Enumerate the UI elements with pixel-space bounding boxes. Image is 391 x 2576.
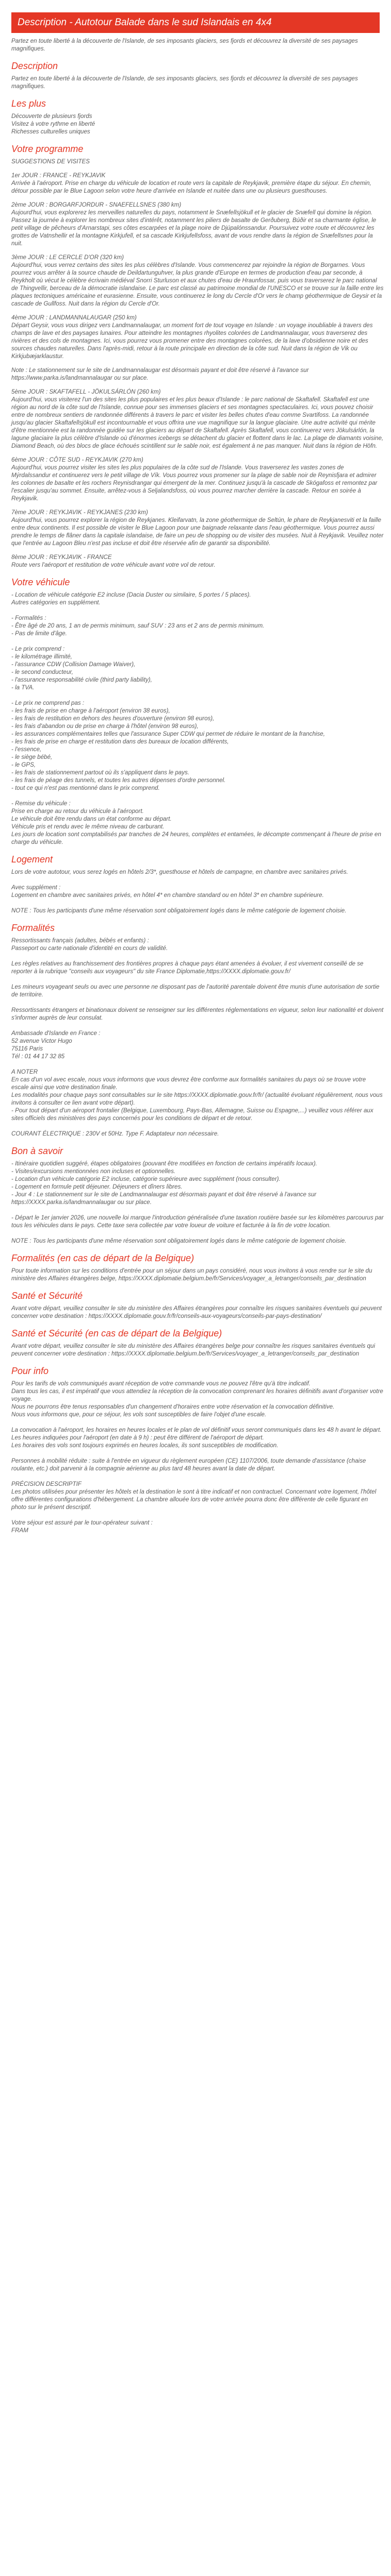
text-line <box>11 1060 384 1068</box>
text-line: - l'essence, <box>11 746 42 753</box>
programme-note <box>8 366 383 382</box>
text-line: 75116 Paris <box>11 1045 43 1052</box>
text-line <box>11 1229 384 1237</box>
text-line: - Être âgé de 20 ans, 1 an de permis minimum, sauf SUV : 23 ans et 2 ans de permis minimum. <box>11 622 265 629</box>
text-line: - Logement en formule petit déjeuner. Déjeuners et dîners libres. <box>11 1183 183 1190</box>
text-line <box>11 606 384 614</box>
formalities-heading: Formalités <box>11 923 55 933</box>
day-title: 8ème JOUR : REYKJAVIK - FRANCE <box>11 554 112 561</box>
text-line: - Itinéraire quotidien suggéré, étapes obligatoires (pouvant être modifiées en fonction de certains impératifs locaux). <box>11 1160 317 1167</box>
budget-section <box>8 1160 383 1245</box>
text-line: Avant votre départ, veuillez consulter le site du ministère des Affaires étrangères pour connaître les risques sanitaires éventuels qui peuvent concerner votre destination : https://XXXX.diplomatie.gouv.fr/fr/conseils-aux-voyageurs/conseils-par-pays-destination/ <box>11 1305 382 1319</box>
plus-item: Visitez à votre rythme en liberté <box>11 121 95 127</box>
budget-heading: Bon à savoir <box>11 1146 63 1156</box>
text-line: 52 avenue Victor Hugo <box>11 1038 72 1044</box>
text-line: - Formalités : <box>11 615 46 621</box>
text-line <box>11 691 384 699</box>
text-line <box>11 1206 384 1214</box>
vehicle-section <box>8 591 383 846</box>
text-line: - Location d'un véhicule catégorie E2 incluse, catégorie supérieure avec supplément (nous consulter). <box>11 1176 281 1182</box>
vehicle-heading: Votre véhicule <box>11 577 70 587</box>
text-line: - les frais de stationnement partout où ils s'appliquent dans le pays. <box>11 769 190 776</box>
programme-day <box>8 553 383 569</box>
day-title: 1er JOUR : FRANCE - REYKJAVIK <box>11 172 106 179</box>
text-line: Autres catégories en supplément. <box>11 599 101 606</box>
health-heading: Santé et Sécurité <box>11 1291 83 1301</box>
day-text: Aujourd'hui, vous explorerez les merveilles naturelles du pays, notamment le Snæfellsjökull et le glacier de Snæfell qui domine la région. Passez la journée à explorer les nombreux sites d'intérêt, notamment les piliers de basalte de Gerðuberg, Búðir et sa charmante église, le petit village de pêcheurs d'Arnarstapi, ses côtes escarpées et la plage noire de Djúpalónssandur. Poursuivez votre route et découvrez les grottes de Vatnshellir et la montagne Kirkjufell, et sa cascade Kirkjufellsfoss, avant de vous rendre dans la région de Snæfellsnes pour la nuit. <box>11 209 377 247</box>
text-line: - Départ le 1er janvier 2026, une nouvelle loi marque l'introduction généralisée d'une taxation routière basée sur les kilomètres parcourus par tous les véhicules dans le pays. Cette taxe sera collectée par votre loueur de voiture et facturée à la fin de votre location. <box>11 1214 384 1229</box>
health-belgium-section <box>8 1342 383 1358</box>
text-line: PRÉCISION DESCRIPTIF <box>11 1481 82 1487</box>
text-line <box>11 1449 384 1457</box>
text-line: - Le prix comprend : <box>11 646 65 652</box>
text-line <box>11 975 384 983</box>
text-line: - l'assurance responsabilité civile (third party liability), <box>11 676 152 683</box>
text-line: FRAM <box>11 1527 28 1534</box>
day-title: 6ème JOUR : CÔTE SUD - REYKJAVIK (270 km) <box>11 456 143 463</box>
lodging-section <box>8 868 383 914</box>
text-line: Le véhicule doit être rendu dans un état conforme au départ. <box>11 816 172 822</box>
intro-text: Partez en toute liberté à la découverte de l'Islande, de ses imposants glaciers, ses fjords et découvrez la diversité de ses paysages magnifiques. <box>11 38 358 52</box>
text-line: Ressortissants français (adultes, bébés et enfants) : <box>11 937 149 944</box>
text-line: Pour toute information sur les conditions d'entrée pour un séjour dans un pays considéré, nous vous invitons à vous rendre sur le site du ministère des Affaires étrangères belge, https://XXXX.diplomatie.belgium.be/fr/Services/voyager_a_letranger/conseils_par_destination <box>11 1267 372 1282</box>
text-line: Passeport ou carte nationale d'identité en cours de validité. <box>11 945 168 952</box>
text-line: - le kilométrage illimité, <box>11 653 72 660</box>
page-title: Description - Autotour Balade dans le sud Islandais en 4x4 <box>18 17 272 28</box>
text-line: NOTE : Tous les participants d'une même réservation sont obligatoirement logés dans le même catégorie de logement choisie. <box>11 907 347 914</box>
lodging-heading: Logement <box>11 854 53 865</box>
text-line: Lors de votre autotour, vous serez logés en hôtels 2/3*, guesthouse et hôtels de campagne, en chambre avec sanitaires privés. <box>11 869 348 875</box>
programme-day <box>8 456 383 502</box>
page-title-bar <box>11 12 380 33</box>
text-line: - les frais d'abandon ou de prise en charge à l'hôtel (environ 98 euros), <box>11 723 199 730</box>
programme-day <box>8 253 383 308</box>
day-title: 4ème JOUR : LANDMANNALAUGAR (250 km) <box>11 314 137 321</box>
text-line: Nous vous informons que, pour ce séjour, les vols sont susceptibles de faire l'objet d'une escale. <box>11 1411 267 1418</box>
text-line: Pour les tarifs de vols communiqués avant réception de votre commande vous ne pouvez l'être qu'à titre indicatif. <box>11 1380 311 1387</box>
text-line: - le second conducteur, <box>11 669 73 675</box>
plus-item: Richesses culturelles uniques <box>11 128 90 135</box>
day-text: Arrivée à l'aéroport. Prise en charge du véhicule de location et route vers la capitale de Reykjavik, première étape du séjour. En chemin, détour possible par le Blue Lagoon selon votre heure d'arrivée en Islande et nuitée dans une ou plusieurs guesthouses. <box>11 180 371 194</box>
text-line: - les frais de péage des tunnels, et toutes les autres dépenses d'ordre personnel. <box>11 777 226 784</box>
text-line <box>11 637 384 645</box>
programme-heading: Votre programme <box>11 144 84 154</box>
programme-suggestion: SUGGESTIONS DE VISITES <box>11 158 90 165</box>
text-line: Dans tous les cas, il est impératif que vous attendiez la réception de la convocation comprenant les horaires définitifs avant d'organiser votre voyage. <box>11 1388 383 1402</box>
description-text: Partez en toute liberté à la découverte de l'Islande, de ses imposants glaciers, ses fjords et découvrez la diversité de ses paysages magnifiques. <box>11 75 358 90</box>
text-line: - tout ce qui n'est pas mentionné dans le prix comprend. <box>11 785 160 791</box>
day-text: Route vers l'aéroport et restitution de votre véhicule avant votre vol de retour. <box>11 562 216 568</box>
text-line: Avec supplément : <box>11 884 61 891</box>
text-line: Ressortissants étrangers et binationaux doivent se renseigner sur les différentes réglementations en vigueur, selon leur nationalité et doivent s'informer auprès de leur consulat. <box>11 1007 384 1021</box>
text-line <box>11 1122 384 1130</box>
programme-day <box>8 388 383 450</box>
text-line: - l'assurance CDW (Collision Damage Waiver), <box>11 661 136 668</box>
text-line: - Visites/excursions mentionnées non incluses et optionnelles. <box>11 1168 176 1175</box>
text-line: - Location de véhicule catégorie E2 incluse (Dacia Duster ou similaire, 5 portes / 5 places). <box>11 591 251 598</box>
text-line: - Remise du véhicule : <box>11 800 71 807</box>
formalities-section <box>8 937 383 1138</box>
plus-heading: Les plus <box>11 98 46 109</box>
day-text: Aujourd'hui, vous visiterez l'un des sites les plus populaires et les plus beaux d'Islande : le parc national de Skaftafell. Skaftafell est une région au nord de la côte sud de l'Islande, connue pour ses immenses glaciers et ses montagnes spectaculaires. Ici, vous pouvez choisir entre de nombreux sentiers de randonnée différents à travers le parc et visiter les belles chutes d'eau comme Svartifoss. La randonnée jusqu'au glacier Skaftafellsjökull est incontournable et vous offrira une vue magnifique sur la langue glaciaire. Une autre activité qui mérite d'être mentionnée est la randonnée guidée sur les glaciers au départ de Skaftafell. Après Skaftafell, vous continuerez vers Jökulsárlón, la lagune glaciaire la plus célèbre d'Islande où d'énormes icebergs se détachent du glacier et flottent dans le lac. La plage de diamants voisine, Diamond Beach, où des blocs de glace échoués scintillent sur le sable noir, est également à ne pas manquer. Nuit dans la région de Höfn. <box>11 396 384 449</box>
programme-day <box>8 314 383 360</box>
programme-day <box>8 509 383 547</box>
text-line: Prise en charge au retour du véhicule à l'aéroport. <box>11 808 144 815</box>
text-line: Tél : 01 44 17 32 85 <box>11 1053 65 1060</box>
description-heading: Description <box>11 61 58 71</box>
text-line: - les frais de restitution en dehors des heures d'ouverture (environ 98 euros), <box>11 715 215 722</box>
health-section <box>8 1304 383 1320</box>
programme-day <box>8 201 383 247</box>
text-line: A NOTER <box>11 1069 38 1075</box>
text-line: Les modalités pour chaque pays sont consultables sur le site https://XXXX.diplomatie.gouv.fr/fr/ (actualité évoluant régulièrement, nous vous invitons à consulter ce lien avant votre départ). <box>11 1092 383 1106</box>
page <box>0 12 391 2576</box>
text-line <box>11 1511 384 1519</box>
text-line: COURANT ÉLECTRIQUE : 230V et 50Hz. Type F. Adaptateur non nécessaire. <box>11 1130 219 1137</box>
text-line: Nous ne pourrons être tenus responsables d'un changement d'horaires entre votre réservation et la convocation définitive. <box>11 1403 335 1410</box>
text-line: Les jours de location sont comptabilisés par tranches de 24 heures, complètes et entamées, le décompte commençant à l'heure de prise en charge du véhicule. <box>11 831 381 845</box>
text-line: En cas d'un vol avec escale, nous vous informons que vous devrez être conforme aux formalités sanitaires du pays où se trouve votre escale ainsi que votre destination finale. <box>11 1076 366 1091</box>
text-line: Les heures indiquées pour l'aéroport (en date à 9 h) : peut être différent de l'aéroport de départ. <box>11 1434 264 1441</box>
text-line: - Le prix ne comprend pas : <box>11 700 85 706</box>
text-line: - Pour tout départ d'un aéroport frontalier (Belgique, Luxembourg, Pays-Bas, Allemagne, Suisse ou Espagne,...) veuillez vous référer aux sites officiels des ministères des pays concernés pour les conditions de départ et de retour. <box>11 1107 373 1122</box>
text-line <box>11 876 384 884</box>
text-line: Les règles relatives au franchissement des frontières propres à chaque pays étant amenées à évoluer, il est vivement conseillé de se reporter à la rubrique "conseils aux voyageurs" du site France Diplomatie,https://XXXX.diplomatie.gouv.fr/ <box>11 960 364 975</box>
text-line: - les assurances complémentaires telles que l'assurance Super CDW qui permet de réduire le montant de la franchise, <box>11 731 325 737</box>
text-line: Les photos utilisées pour présenter les hôtels et la destination le sont à titre indicatif et non contractuel. Concernant votre logement, l'hôtel offre différentes configurations d'hébergement. La chambre allouée lors de votre arrivée pourra donc être différente de celle figurant en photo sur le présent descriptif. <box>11 1488 377 1511</box>
text-line <box>11 899 384 907</box>
text-line: - Pas de limite d'âge. <box>11 630 67 637</box>
text-line: - les frais de prise en charge à l'aéroport (environ 38 euros), <box>11 707 170 714</box>
formalities-belgium-heading: Formalités (en cas de départ de la Belgique) <box>11 1253 194 1263</box>
text-line: La convocation à l'aéroport, les horaires en heures locales et le plan de vol définitif vous seront communiqués dans les 48 h avant le départ. <box>11 1427 382 1433</box>
text-line: Les horaires des vols sont toujours exprimés en heures locales, ils sont susceptibles de modification. <box>11 1442 279 1449</box>
text-line: Personnes à mobilité réduite : suite à l'entrée en vigueur du règlement européen (CE) 1107/2006, toute demande d'assistance (chaise roulante, etc.) doit parvenir à la compagnie aérienne au plus tard 48 heures avant la date de départ. <box>11 1458 366 1472</box>
day-title: 2ème JOUR : BORGARFJORDUR - SNAEFELLSNES (380 km) <box>11 201 182 208</box>
day-title: 3ème JOUR : LE CERCLE D'OR (320 km) <box>11 254 124 261</box>
day-text: Aujourd'hui, vous pourrez visiter les sites les plus populaires de la côte sud de l'Islande. Vous traverserez les vastes zones de Mýrdalssandur et continuerez vers le petit village de Vík. Vous pourrez vous promener sur la plage de sable noir de Reynisfjara et admirer les colonnes de basalte et les rochers Reynisdrangar qui émergent de la mer. Continuez jusqu'à la cascade de Skógafoss et remontez par l'escalier jusqu'au sommet. Ensuite, arrêtez-vous à Seljalandsfoss, où vous pourrez marcher derrière la cascade. Retour en soirée à Reykjavik. <box>11 464 378 502</box>
programme-day <box>8 172 383 195</box>
text-line: Les mineurs voyageant seuls ou avec une personne ne disposant pas de l'autorité parentale doivent être munis d'une autorisation de sortie de territoire. <box>11 984 380 998</box>
info-section <box>8 1380 383 1534</box>
day-text: Aujourd'hui, vous verrez certains des sites les plus célèbres d'Islande. Vous commencerez par rejoindre la région de Borgarnes. Vous pourrez vous arrêter à la source chaude de Deildartunguhver, la plus grande d'Europe en termes de production d'eau par seconde, à Reykholt où vécut le célèbre écrivain médiéval Snorri Sturluson et aux chutes d'eau de Hraunfossar, puis vous traverserez le parc national de Thingvellir, berceau de la démocratie islandaise. Le parc est classé au patrimoine mondial de l'UNESCO et se trouve sur la faille entre les plaques tectoniques américaine et eurasienne. Ensuite, vous continuerez le long du Cercle d'Or vers le champ géothermique de Geysir et la cascade de Gullfoss. Nuit dans la région du Cercle d'Or. <box>11 262 384 307</box>
text-line: - Jour 4 : Le stationnement sur le site de Landmannalaugar est désormais payant et doit être réservé à l'avance sur https://XXXX.parka.is/landmannalaugar ou sur place. <box>11 1191 317 1206</box>
text-line <box>11 952 384 960</box>
text-line: Votre séjour est assuré par le tour-opérateur suivant : <box>11 1519 153 1526</box>
day-text: Départ Geysir, vous vous dirigez vers Landmannalaugar, un moment fort de tout voyage en Islande : un voyage inoubliable à travers des champs de lave et des paysages lunaires. Pour atteindre les montagnes rhyolites colorées de Landmannalaugar, vous traverserez des rivières et des cols de montagnes. Ici, vous pourrez vous promener entre des montagnes colorées, de la lave d'obsidienne noire et des sources chaudes naturelles. Dans l'après-midi, retour à la route principale en direction de la côte sud. Nuit dans la région de Vik ou Kirkjubæjarklaustur. <box>11 322 373 360</box>
text-line <box>11 998 384 1006</box>
info-heading: Pour info <box>11 1366 49 1376</box>
text-line: - le GPS, <box>11 761 36 768</box>
formalities-belgium-section <box>8 1267 383 1282</box>
text-line <box>11 1022 384 1029</box>
text-line: Avant votre départ, veuillez consulter le site du ministère des Affaires étrangères belge pour connaître les risques sanitaires éventuels qui peuvent concerner votre destination : https://XXXX.diplomatie.belgium.be/fr/Services/voyager_a_letranger/conseils_par_destination <box>11 1343 376 1357</box>
text-line <box>11 1418 384 1426</box>
text-line: Logement en chambre avec sanitaires privés, en hôtel 4* en chambre standard ou en hôtel 3* en chambre supérieure. <box>11 892 324 899</box>
plus-list <box>11 112 383 135</box>
text-line: - la TVA. <box>11 684 35 691</box>
plus-item: Découverte de plusieurs fjords <box>11 113 92 120</box>
text-line <box>11 1472 384 1480</box>
text-line: Ambassade d'Islande en France : <box>11 1030 101 1037</box>
text-line: - le siège bébé, <box>11 754 53 760</box>
day-text: Aujourd'hui, vous pourrez explorer la région de Reykjanes. Kleifarvatn, la zone géothermique de Seltún, le phare de Reykjanesviti et la faille entre deux continents. Il est possible de visiter le Blue Lagoon pour une baignade relaxante dans l'eau géothermique. Vous pourrez aussi prendre le temps de flâner dans la capitale islandaise, de faire un peu de shopping ou de visiter des musées. Nuit à Reykjavik. Veuillez noter que l'entrée au Lagoon Bleu n'est pas incluse et doit être réservée afin de garantir sa disponibilité. <box>11 517 384 547</box>
text-line: Véhicule pris et rendu avec le même niveau de carburant. <box>11 823 165 830</box>
health-belgium-heading: Santé et Sécurité (en cas de départ de la Belgique) <box>11 1328 222 1338</box>
text-line: - les frais de prise en charge et restitution dans des bureaux de location différents, <box>11 738 229 745</box>
text-line: NOTE : Tous les participants d'une même réservation sont obligatoirement logés dans le même catégorie de logement choisie. <box>11 1238 347 1244</box>
day-title: 7ème JOUR : REYKJAVIK - REYKJANES (230 km) <box>11 509 148 516</box>
day-title: 5ème JOUR : SKAFTAFELL - JÖKULSÁRLÓN (260 km) <box>11 388 161 395</box>
text-line <box>11 792 384 800</box>
day-note: Note : Le stationnement sur le site de Landmannalaugar est désormais payant et doit être réservé à l'avance sur https://www.parka.is/landmannalaugar ou sur place. <box>11 367 309 381</box>
